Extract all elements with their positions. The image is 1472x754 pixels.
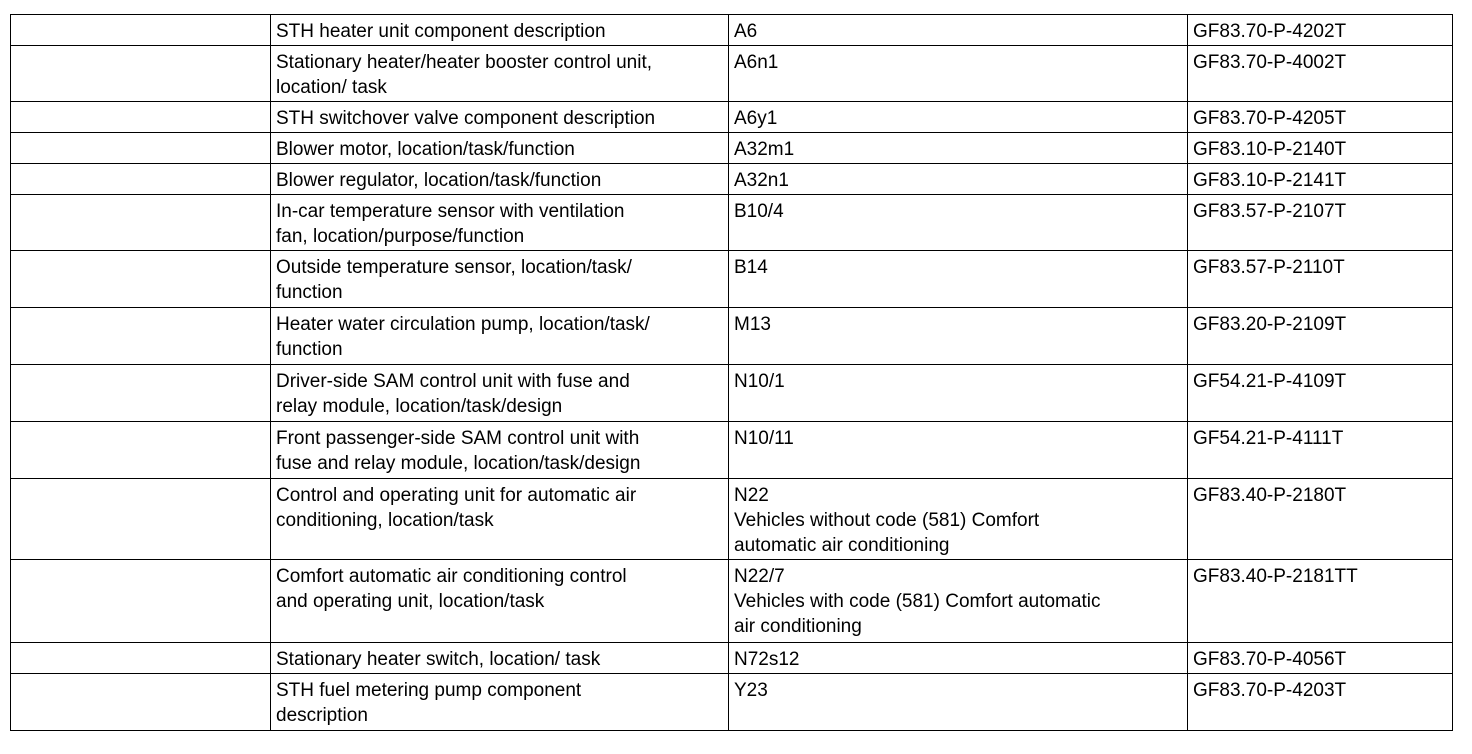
blank-cell: [11, 46, 271, 102]
blank-cell: [11, 365, 271, 422]
table-row: [11, 674, 1453, 731]
blank-cell: [11, 560, 271, 643]
blank-cell: [11, 251, 271, 308]
designation-cell: A6n1: [729, 46, 1188, 102]
blank-cell: [11, 479, 271, 560]
document-number-cell: GF83.70-P-4202T: [1188, 15, 1453, 46]
document-number-cell: GF83.70-P-4002T: [1188, 46, 1453, 102]
table-row: [11, 195, 1453, 251]
table-row: [11, 164, 1453, 195]
description-cell: Stationary heater/heater booster control unit, location/ task: [271, 46, 729, 102]
description-cell: STH fuel metering pump component description: [271, 674, 729, 731]
document-number-cell: GF83.57-P-2107T: [1188, 195, 1453, 251]
blank-cell: [11, 133, 271, 164]
description-cell: Comfort automatic air conditioning control and operating unit, location/task: [271, 560, 729, 643]
document-number-cell: GF83.70-P-4203T: [1188, 674, 1453, 731]
table-row: [11, 46, 1453, 102]
designation-cell: N22/7 Vehicles with code (581) Comfort automatic air conditioning: [729, 560, 1188, 643]
document-number-cell: GF83.57-P-2110T: [1188, 251, 1453, 308]
designation-cell: N72s12: [729, 643, 1188, 674]
document-number-cell: GF83.20-P-2109T: [1188, 308, 1453, 365]
document-number-cell: GF83.70-P-4056T: [1188, 643, 1453, 674]
table-row: [11, 643, 1453, 674]
designation-cell: A6y1: [729, 102, 1188, 133]
table-row: [11, 479, 1453, 560]
description-cell: STH heater unit component description: [271, 15, 729, 46]
blank-cell: [11, 195, 271, 251]
blank-cell: [11, 102, 271, 133]
description-cell: Outside temperature sensor, location/task/ function: [271, 251, 729, 308]
description-cell: Front passenger-side SAM control unit with fuse and relay module, location/task/design: [271, 422, 729, 479]
document-number-cell: GF83.10-P-2141T: [1188, 164, 1453, 195]
blank-cell: [11, 643, 271, 674]
description-cell: STH switchover valve component description: [271, 102, 729, 133]
blank-cell: [11, 422, 271, 479]
table-row: [11, 251, 1453, 308]
document-number-cell: GF83.10-P-2140T: [1188, 133, 1453, 164]
blank-cell: [11, 674, 271, 731]
designation-cell: M13: [729, 308, 1188, 365]
table-row: [11, 422, 1453, 479]
designation-cell: Y23: [729, 674, 1188, 731]
table-row: [11, 133, 1453, 164]
description-cell: Blower motor, location/task/function: [271, 133, 729, 164]
description-cell: In-car temperature sensor with ventilation fan, location/purpose/function: [271, 195, 729, 251]
description-cell: Blower regulator, location/task/function: [271, 164, 729, 195]
designation-cell: N10/1: [729, 365, 1188, 422]
designation-cell: B10/4: [729, 195, 1188, 251]
description-cell: Control and operating unit for automatic air conditioning, location/task: [271, 479, 729, 560]
table-row: [11, 560, 1453, 643]
document-number-cell: GF83.40-P-2181TT: [1188, 560, 1453, 643]
designation-cell: N10/11: [729, 422, 1188, 479]
table-row: [11, 15, 1453, 46]
table-row: [11, 102, 1453, 133]
description-cell: Driver-side SAM control unit with fuse and relay module, location/task/design: [271, 365, 729, 422]
description-cell: Heater water circulation pump, location/task/ function: [271, 308, 729, 365]
reference-table: [10, 14, 1453, 731]
document-number-cell: GF54.21-P-4111T: [1188, 422, 1453, 479]
table-row: [11, 365, 1453, 422]
blank-cell: [11, 15, 271, 46]
blank-cell: [11, 164, 271, 195]
document-number-cell: GF83.40-P-2180T: [1188, 479, 1453, 560]
designation-cell: N22 Vehicles without code (581) Comfort automatic air conditioning: [729, 479, 1188, 560]
designation-cell: A6: [729, 15, 1188, 46]
designation-cell: A32m1: [729, 133, 1188, 164]
document-number-cell: GF83.70-P-4205T: [1188, 102, 1453, 133]
blank-cell: [11, 308, 271, 365]
description-cell: Stationary heater switch, location/ task: [271, 643, 729, 674]
table-row: [11, 308, 1453, 365]
designation-cell: A32n1: [729, 164, 1188, 195]
document-number-cell: GF54.21-P-4109T: [1188, 365, 1453, 422]
designation-cell: B14: [729, 251, 1188, 308]
table-body: [11, 15, 1453, 731]
